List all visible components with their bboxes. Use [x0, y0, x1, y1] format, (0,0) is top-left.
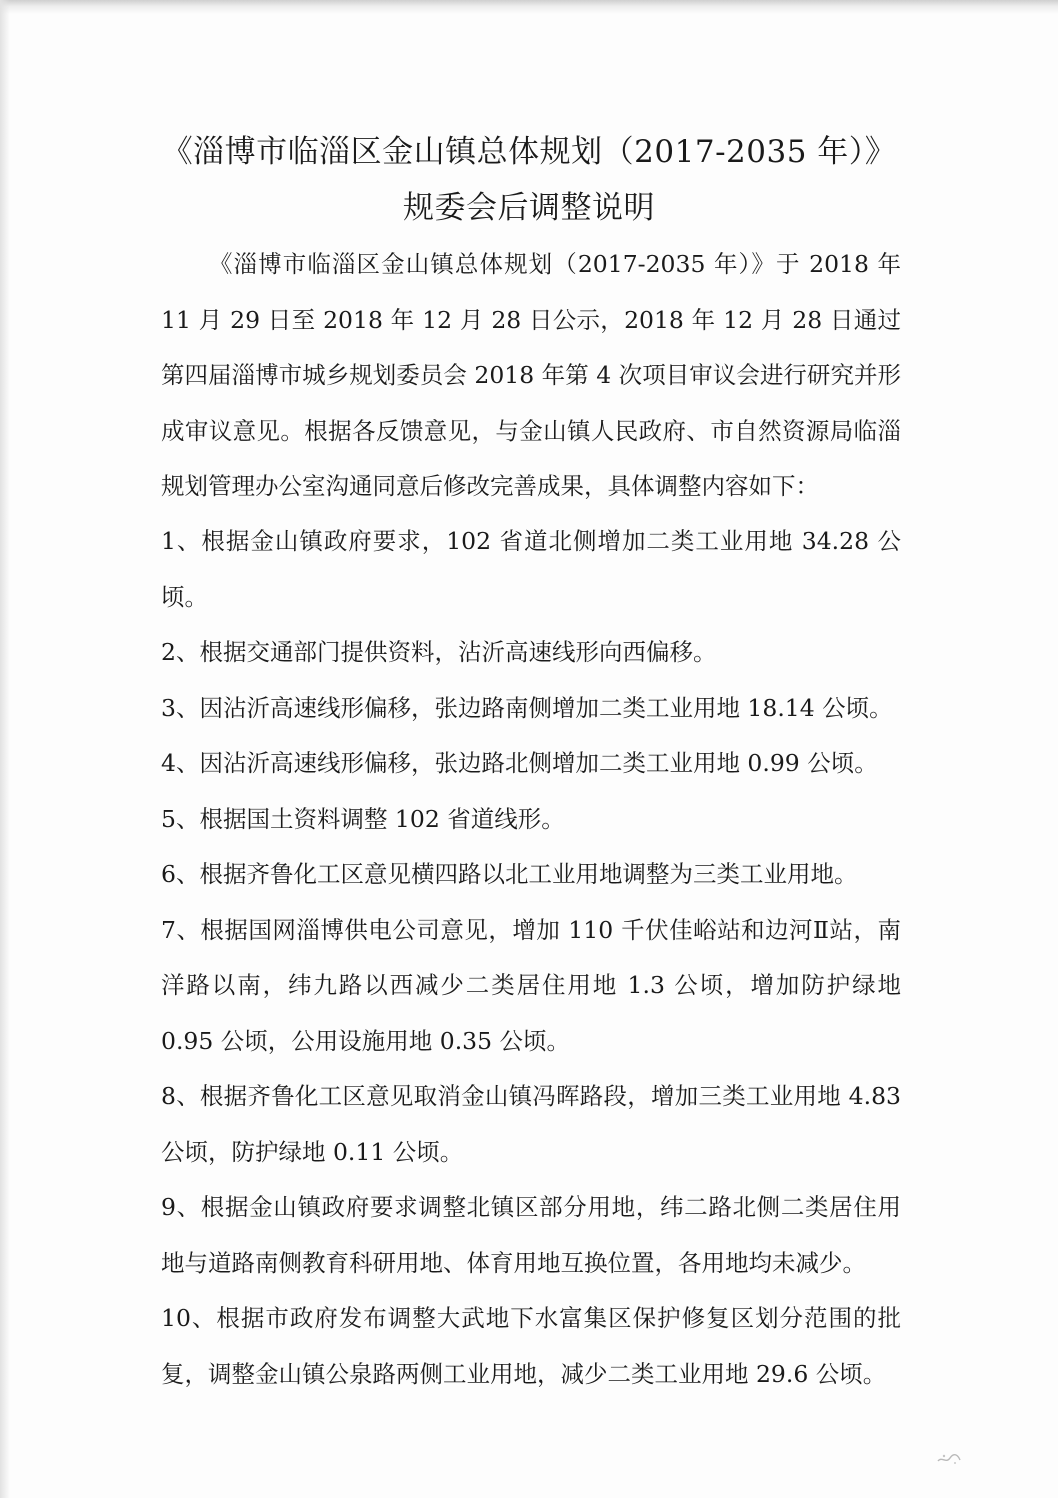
scan-mark	[936, 1452, 962, 1466]
list-item-8: 8、根据齐鲁化工区意见取消金山镇冯晖路段，增加三类工业用地 4.83 公顷，防护绿地 0.11 公顷。	[161, 1082, 901, 1166]
intro-paragraph: 《淄博市临淄区金山镇总体规划（2017-2035 年）》于 2018 年 11 月 29 日至 2018 年 12 月 28 日公示，2018 年 12 月 28 日通过第四届淄博市城乡规划委员会 2018 年第 4 次项目审议会进行研究并形成审议意见。根据各反馈意见，与金山镇人民政府、市自然资源局临淄规划管理办公室沟通同意后修改完善成果，具体调整内容如下：	[161, 250, 901, 500]
list-item-1: 1、根据金山镇政府要求，102 省道北侧增加二类工业用地 34.28 公顷。	[161, 527, 901, 611]
list-item-10: 10、根据市政府发布调整大武地下水富集区保护修复区划分范围的批复，调整金山镇公泉路两侧工业用地，减少二类工业用地 29.6 公顷。	[161, 1304, 901, 1388]
list-item-3: 3、因沾沂高速线形偏移，张边路南侧增加二类工业用地 18.14 公顷。	[161, 693, 893, 722]
adjustment-list	[161, 514, 901, 1402]
scan-shadow-top	[0, 0, 1058, 14]
list-item-6: 6、根据齐鲁化工区意见横四路以北工业用地调整为三类工业用地。	[161, 860, 858, 888]
list-item-9: 9、根据金山镇政府要求调整北镇区部分用地，纬二路北侧二类居住用地与道路南侧教育科研用地、体育用地互换位置，各用地均未减少。	[161, 1193, 901, 1277]
document-title: 《淄博市临淄区金山镇总体规划（2017-2035 年）》	[161, 134, 897, 170]
document-subtitle: 规委会后调整说明	[403, 190, 655, 226]
list-item-2: 2、根据交通部门提供资料，沾沂高速线形向西偏移。	[161, 638, 717, 666]
list-item-5: 5、根据国土资料调整 102 省道线形。	[161, 804, 565, 833]
list-item-7: 7、根据国网淄博供电公司意见，增加 110 千伏佳峪站和边河Ⅱ站，南洋路以南，纬九路以西减少二类居住用地 1.3 公顷，增加防护绿地 0.95 公顷，公用设施用地 0.35 公顷。	[161, 915, 901, 1055]
list-item-4: 4、因沾沂高速线形偏移，张边路北侧增加二类工业用地 0.99 公顷。	[161, 749, 878, 777]
